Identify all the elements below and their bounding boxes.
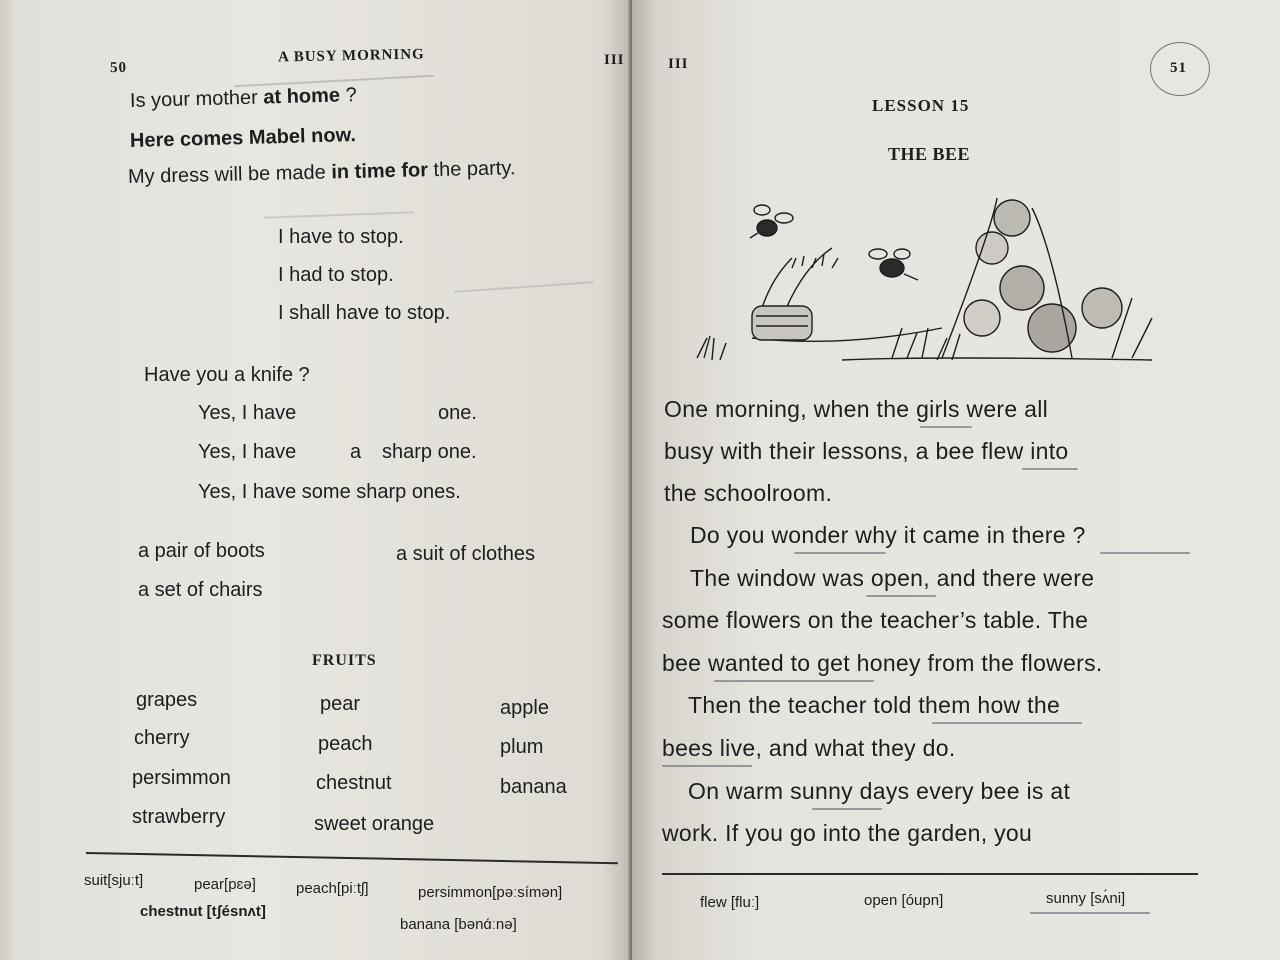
footnote-peach: peach[piːtʃ] <box>296 880 369 897</box>
pencil-circle <box>1150 42 1210 96</box>
knife-answer-1a: Yes, I have <box>198 402 297 424</box>
footnote-persimmon: persimmon[pəːsímən] <box>418 884 563 901</box>
body-line-2: busy with their lessons, a bee flew into <box>664 438 1069 464</box>
footnote-banana: banana [bənɑ́ːnə] <box>400 916 517 933</box>
knife-answer-2a: Yes, I have <box>198 441 297 463</box>
footnote-pear: pear[pɛə] <box>194 876 256 893</box>
footnote-flew: flew [fluː] <box>700 894 760 911</box>
chapter-numeral-left: III <box>604 52 625 68</box>
footnote-rule-right <box>662 873 1198 875</box>
fruit-chestnut: chestnut <box>316 772 392 794</box>
stop-drill-3: I shall have to stop. <box>278 302 451 324</box>
phrase-set-of-chairs: a set of chairs <box>138 579 263 601</box>
fruit-strawberry: strawberry <box>132 806 226 828</box>
fruit-banana: banana <box>500 776 567 798</box>
footnote-chestnut: chestnut [tʃésnʌt] <box>140 903 266 920</box>
body-line-1: One morning, when the girls were all <box>664 396 1049 422</box>
bee-illustration-icon <box>692 188 1162 372</box>
fruit-persimmon: persimmon <box>132 767 231 789</box>
chapter-numeral-right: III <box>668 56 689 72</box>
stop-drill-2: I had to stop. <box>278 264 394 286</box>
footnote-sunny: sunny [sʌ́ni] <box>1046 890 1126 907</box>
fruit-grapes: grapes <box>136 689 198 711</box>
body-line-8: Then the teacher told them how the <box>688 692 1061 718</box>
body-line-6: some flowers on the teacher’s table. The <box>662 607 1089 633</box>
body-line-3: the schoolroom. <box>664 480 833 506</box>
fruit-cherry: cherry <box>134 727 190 749</box>
fruit-sweet-orange: sweet orange <box>314 813 435 835</box>
body-line-11: work. If you go into the garden, you <box>662 820 1033 846</box>
phrase-suit-of-clothes: a suit of clothes <box>396 543 535 565</box>
page-number-left: 50 <box>109 59 128 77</box>
running-title: A BUSY MORNING <box>277 46 425 66</box>
knife-answer-2c: sharp one. <box>382 441 477 463</box>
fruit-apple: apple <box>500 697 549 719</box>
stop-drill-1: I have to stop. <box>278 226 404 248</box>
footnote-suit: suit[sjuːt] <box>84 872 144 889</box>
body-line-9: bees live, and what they do. <box>662 735 956 761</box>
knife-answer-3a: Yes, I have some sharp ones. <box>198 481 461 503</box>
pencil-underline <box>920 426 972 428</box>
phrase-pair-of-boots: a pair of boots <box>138 540 265 562</box>
fruits-heading: FRUITS <box>312 652 377 669</box>
left-page <box>14 0 632 960</box>
knife-answer-1c: one. <box>438 402 477 424</box>
page-number-right: 51 <box>1170 60 1187 76</box>
lesson-label: LESSON 15 <box>872 96 970 115</box>
right-page <box>632 0 1280 960</box>
knife-answer-2b: a <box>350 441 362 463</box>
sentence-1: Is your mother at home ? <box>129 84 357 112</box>
body-line-10: On warm sunny days every bee is at <box>688 778 1071 804</box>
lesson-title: THE BEE <box>888 144 971 164</box>
knife-question: Have you a knife ? <box>144 364 310 386</box>
fruit-peach: peach <box>318 733 373 755</box>
sentence-2: Here comes Mabel now. <box>129 124 357 152</box>
body-line-7: bee wanted to get honey from the flowers. <box>662 650 1103 676</box>
body-line-5: The window was open, and there were <box>690 565 1095 591</box>
fruit-pear: pear <box>320 693 361 715</box>
fruit-plum: plum <box>500 736 544 758</box>
body-line-4: Do you wonder why it came in there ? <box>690 522 1086 548</box>
footnote-open: open [óupn] <box>864 892 944 909</box>
sentence-3: My dress will be made in time for the party. <box>127 157 516 188</box>
footnote-rule-left <box>86 852 618 864</box>
